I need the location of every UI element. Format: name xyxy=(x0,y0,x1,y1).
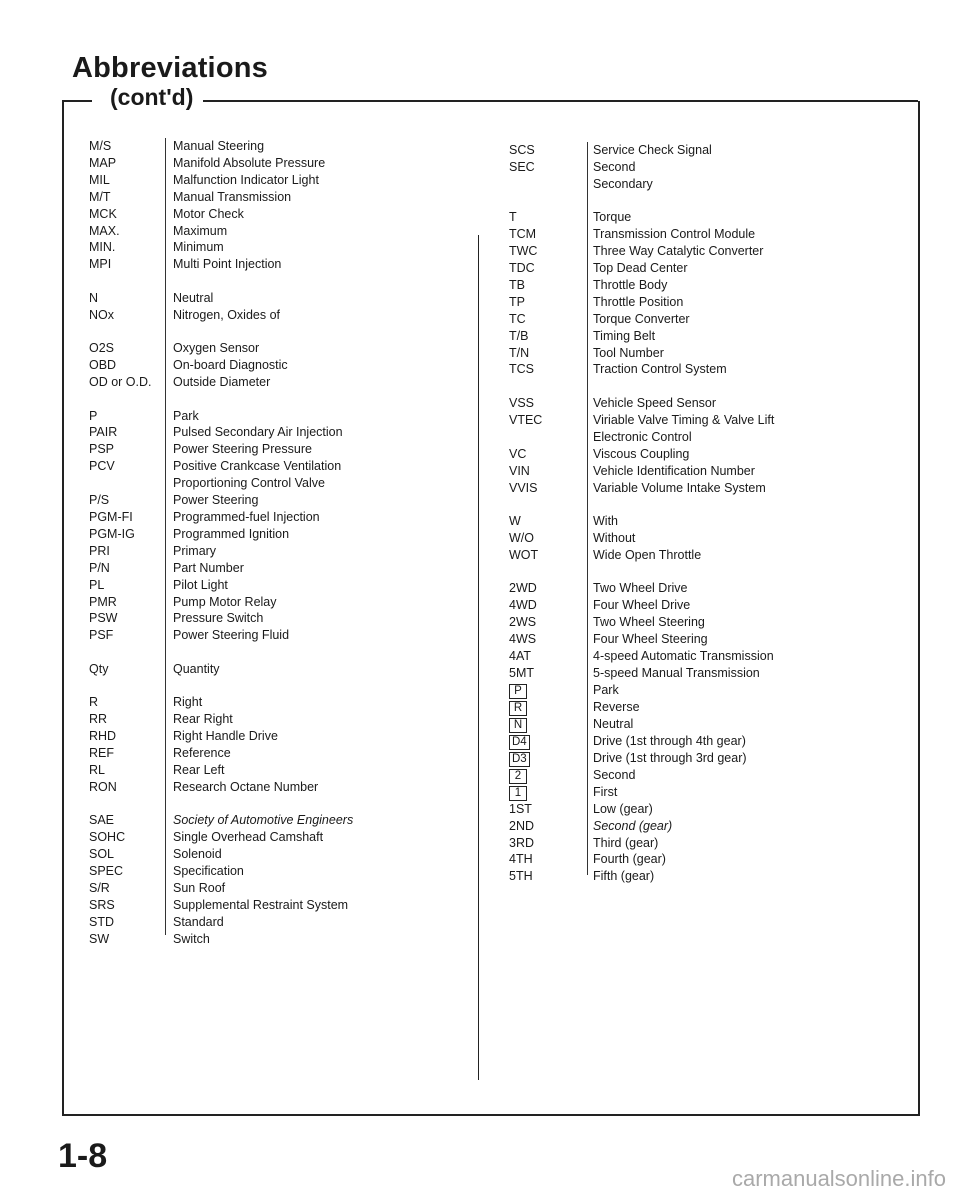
abbreviation-definition: Neutral xyxy=(593,716,634,731)
abbreviation-term: PGM-FI xyxy=(89,510,133,524)
abbreviation-row xyxy=(509,530,774,547)
abbreviation-row xyxy=(89,812,353,829)
abbreviation-term: PRI xyxy=(89,543,110,558)
abbreviation-row xyxy=(89,424,353,441)
abbreviation-row xyxy=(509,142,774,159)
abbreviation-row xyxy=(89,441,353,458)
abbreviation-term xyxy=(509,699,593,716)
abbreviation-term: RON xyxy=(89,779,117,794)
abbreviation-definition: Power Steering Pressure xyxy=(173,442,312,457)
abbreviation-term: M/S xyxy=(89,139,112,153)
abbreviation-definition: Throttle Body xyxy=(593,277,668,292)
abbreviation-term: OBD xyxy=(89,358,117,373)
abbreviation-term: SW xyxy=(89,931,110,946)
abbreviation-definition: Variable Volume Intake System xyxy=(593,480,766,495)
abbreviation-list-left xyxy=(89,138,353,948)
abbreviation-row xyxy=(509,547,774,564)
abbreviation-term xyxy=(509,716,593,733)
abbreviation-definition: 5-speed Manual Transmission xyxy=(593,665,760,680)
abbreviation-row xyxy=(509,682,774,699)
abbreviation-row xyxy=(89,509,353,526)
abbreviation-term: SRS xyxy=(89,897,115,912)
abbreviation-row xyxy=(89,779,353,796)
abbreviation-row xyxy=(89,594,353,611)
abbreviation-row xyxy=(509,767,774,784)
row-spacer xyxy=(509,193,774,210)
abbreviation-row xyxy=(509,784,774,801)
abbreviation-definition: Maximum xyxy=(173,223,228,238)
abbreviation-row xyxy=(509,412,774,429)
abbreviation-row xyxy=(89,256,353,273)
gear-position-box: R xyxy=(509,701,527,716)
abbreviation-definition: Standard xyxy=(173,914,224,929)
abbreviation-definition: With xyxy=(593,514,618,528)
abbreviation-row xyxy=(89,492,353,509)
abbreviation-term: TCS xyxy=(509,362,534,377)
abbreviation-row xyxy=(89,408,353,425)
abbreviation-term: SOL xyxy=(89,847,115,862)
abbreviation-term: PSP xyxy=(89,442,115,457)
abbreviation-row xyxy=(89,560,353,577)
abbreviation-row xyxy=(89,610,353,627)
abbreviation-row xyxy=(89,458,353,475)
abbreviation-definition: Viriable Valve Timing & Valve Lift xyxy=(593,412,775,427)
abbreviation-term: SOHC xyxy=(89,830,126,845)
abbreviation-term: N xyxy=(89,290,99,305)
abbreviation-row xyxy=(509,361,774,378)
abbreviation-row xyxy=(509,226,774,243)
abbreviation-term xyxy=(509,176,593,193)
abbreviation-term: PL xyxy=(89,577,105,592)
gear-position-box: 1 xyxy=(509,786,527,801)
gear-position-box: 2 xyxy=(509,769,527,784)
abbreviation-definition: Drive (1st through 3rd gear) xyxy=(593,750,747,765)
abbreviation-row xyxy=(509,835,774,852)
abbreviation-definition: Vehicle Identification Number xyxy=(593,463,755,478)
abbreviation-row xyxy=(509,513,774,530)
row-spacer xyxy=(509,564,774,581)
abbreviation-term: TC xyxy=(509,311,526,326)
abbreviation-definition: Torque xyxy=(593,210,632,225)
abbreviation-definition: Low (gear) xyxy=(593,801,653,816)
abbreviation-row xyxy=(509,176,774,193)
abbreviation-definition: Two Wheel Drive xyxy=(593,581,688,596)
abbreviation-term: O2S xyxy=(89,341,115,356)
abbreviation-definition: Manifold Absolute Pressure xyxy=(173,155,326,170)
gear-position-box: P xyxy=(509,684,527,699)
abbreviation-term xyxy=(89,475,173,492)
abbreviation-term: S/R xyxy=(89,881,110,895)
abbreviation-row xyxy=(89,627,353,644)
abbreviation-term: WOT xyxy=(509,547,539,562)
abbreviation-definition: Pulsed Secondary Air Injection xyxy=(173,425,343,440)
abbreviation-definition: Right xyxy=(173,695,203,710)
abbreviation-term: RHD xyxy=(89,729,117,744)
abbreviation-row xyxy=(89,863,353,880)
abbreviation-term xyxy=(509,767,593,784)
abbreviation-definition: Reverse xyxy=(593,699,640,714)
abbreviation-row xyxy=(89,475,353,492)
abbreviation-term: 3RD xyxy=(509,835,535,850)
abbreviation-definition: Part Number xyxy=(173,560,244,575)
abbreviation-row xyxy=(509,699,774,716)
abbreviation-term: RR xyxy=(89,712,108,727)
abbreviation-definition: First xyxy=(593,784,618,799)
abbreviation-definition: Proportioning Control Valve xyxy=(173,476,325,491)
abbreviation-term: PGM-IG xyxy=(89,526,135,541)
abbreviation-definition: Sun Roof xyxy=(173,881,226,895)
abbreviation-term: VC xyxy=(509,446,527,461)
abbreviation-term: SCS xyxy=(509,143,535,157)
abbreviation-row xyxy=(509,209,774,226)
abbreviation-row xyxy=(89,577,353,594)
abbreviation-definition: Power Steering xyxy=(173,493,259,508)
abbreviation-term: PCV xyxy=(89,459,115,474)
abbreviation-row xyxy=(89,374,353,391)
abbreviation-definition: Four Wheel Drive xyxy=(593,598,691,613)
abbreviation-row xyxy=(509,750,774,767)
abbreviation-definition: Motor Check xyxy=(173,206,244,221)
abbreviation-term: TCM xyxy=(509,227,537,242)
abbreviation-term: 1ST xyxy=(509,801,532,816)
abbreviation-row xyxy=(509,648,774,665)
abbreviation-row xyxy=(89,931,353,948)
abbreviation-definition: 4-speed Automatic Transmission xyxy=(593,648,774,663)
abbreviation-row xyxy=(89,694,353,711)
abbreviation-definition: Rear Left xyxy=(173,762,225,777)
abbreviation-definition: Outside Diameter xyxy=(173,375,271,390)
abbreviation-definition: Four Wheel Steering xyxy=(593,632,708,647)
abbreviation-definition: Third (gear) xyxy=(593,835,659,850)
abbreviation-definition: Service Check Signal xyxy=(593,143,712,157)
page-number: 1-8 xyxy=(58,1137,108,1175)
abbreviation-definition: Malfunction Indicator Light xyxy=(173,172,319,187)
abbreviation-definition: Reference xyxy=(173,746,231,761)
abbreviation-definition: Pressure Switch xyxy=(173,611,264,626)
abbreviation-row xyxy=(509,159,774,176)
abbreviation-definition: Society of Automotive Engineers xyxy=(173,813,354,828)
abbreviation-term: P xyxy=(89,408,98,423)
row-spacer xyxy=(89,678,353,695)
abbreviation-definition: Fourth (gear) xyxy=(593,852,666,867)
abbreviation-row xyxy=(509,480,774,497)
abbreviation-term: P/S xyxy=(89,493,110,508)
abbreviation-row xyxy=(509,429,774,446)
abbreviation-term: P/N xyxy=(89,560,110,575)
abbreviation-term: MIN. xyxy=(89,240,116,255)
abbreviation-definition: Solenoid xyxy=(173,847,222,862)
abbreviation-row xyxy=(509,328,774,345)
abbreviation-definition: Three Way Catalytic Converter xyxy=(593,244,764,259)
abbreviation-row xyxy=(89,189,353,206)
gear-position-box: D3 xyxy=(509,752,530,767)
abbreviation-term: R xyxy=(89,695,99,710)
abbreviation-definition: Research Octane Number xyxy=(173,779,319,794)
abbreviation-term: RL xyxy=(89,762,105,777)
abbreviation-row xyxy=(89,239,353,256)
abbreviation-row xyxy=(509,294,774,311)
abbreviation-term: NOx xyxy=(89,307,114,322)
abbreviation-row xyxy=(509,345,774,362)
abbreviation-row xyxy=(509,395,774,412)
row-spacer xyxy=(89,644,353,661)
abbreviation-term: T/B xyxy=(509,328,529,343)
abbreviation-definition: Transmission Control Module xyxy=(593,227,756,242)
abbreviation-row xyxy=(89,914,353,931)
abbreviation-term: MAX. xyxy=(89,223,120,238)
page-subtitle: (cont'd) xyxy=(100,84,203,111)
abbreviation-row xyxy=(509,614,774,631)
abbreviation-definition: Park xyxy=(593,682,619,697)
abbreviation-definition: Power Steering Fluid xyxy=(173,628,290,643)
abbreviation-definition: Manual Steering xyxy=(173,139,265,153)
abbreviation-row xyxy=(89,526,353,543)
abbreviation-definition: Traction Control System xyxy=(593,362,727,377)
abbreviation-definition: Second (gear) xyxy=(593,818,673,833)
abbreviation-term: PSW xyxy=(89,611,118,626)
abbreviation-term: TWC xyxy=(509,244,538,259)
abbreviation-definition: Secondary xyxy=(593,176,653,191)
abbreviation-definition: Primary xyxy=(173,543,217,558)
abbreviation-term: MAP xyxy=(89,155,117,170)
abbreviation-definition: Two Wheel Steering xyxy=(593,615,705,630)
abbreviation-term xyxy=(509,733,593,750)
abbreviation-term: TB xyxy=(509,277,525,292)
abbreviation-row xyxy=(89,762,353,779)
abbreviation-definition: Specification xyxy=(173,864,244,879)
abbreviation-row xyxy=(509,311,774,328)
abbreviation-term: T/N xyxy=(509,345,530,360)
abbreviation-term: VIN xyxy=(509,463,530,478)
abbreviation-row xyxy=(89,745,353,762)
row-spacer xyxy=(89,273,353,290)
abbreviation-term xyxy=(509,750,593,767)
abbreviation-row xyxy=(89,543,353,560)
abbreviation-row xyxy=(509,243,774,260)
abbreviation-term: 2WS xyxy=(509,615,537,630)
abbreviation-term: TDC xyxy=(509,261,535,276)
abbreviation-term: STD xyxy=(89,914,114,929)
abbreviation-definition: Right Handle Drive xyxy=(173,729,278,744)
abbreviation-row xyxy=(509,851,774,868)
abbreviation-row xyxy=(509,733,774,750)
abbreviation-definition: Positive Crankcase Ventilation xyxy=(173,459,342,474)
abbreviation-definition: Nitrogen, Oxides of xyxy=(173,307,280,322)
column-divider xyxy=(478,235,479,1080)
abbreviation-term: REF xyxy=(89,746,114,761)
abbreviation-row xyxy=(89,846,353,863)
abbreviation-term: PSF xyxy=(89,628,114,643)
abbreviation-term xyxy=(509,682,593,699)
abbreviation-definition: Tool Number xyxy=(593,345,664,360)
abbreviation-row xyxy=(89,138,353,155)
abbreviation-definition: Throttle Position xyxy=(593,294,684,309)
abbreviation-row xyxy=(89,711,353,728)
abbreviation-row xyxy=(509,463,774,480)
abbreviation-row xyxy=(89,206,353,223)
abbreviation-definition: Switch xyxy=(173,931,210,946)
abbreviation-term: 5TH xyxy=(509,869,533,884)
abbreviation-definition: Minimum xyxy=(173,240,224,255)
gear-position-box: N xyxy=(509,718,527,733)
abbreviation-term: 4WS xyxy=(509,632,537,647)
abbreviation-definition: Second xyxy=(593,767,636,782)
abbreviation-row xyxy=(89,155,353,172)
abbreviation-term: SAE xyxy=(89,813,115,828)
abbreviation-row xyxy=(89,340,353,357)
abbreviation-definition: Viscous Coupling xyxy=(593,446,690,461)
abbreviation-definition: On-board Diagnostic xyxy=(173,358,288,373)
abbreviation-row xyxy=(509,580,774,597)
abbreviation-definition: Without xyxy=(593,530,636,545)
abbreviation-term: 2WD xyxy=(509,581,537,596)
abbreviation-term: Qty xyxy=(89,661,109,676)
abbreviation-definition: Vehicle Speed Sensor xyxy=(593,395,717,410)
abbreviation-row xyxy=(89,290,353,307)
abbreviation-term: T xyxy=(509,210,517,225)
row-spacer xyxy=(509,496,774,513)
row-spacer xyxy=(89,324,353,341)
abbreviation-row xyxy=(509,818,774,835)
row-spacer xyxy=(509,378,774,395)
abbreviation-row xyxy=(509,260,774,277)
abbreviation-definition: Supplemental Restraint System xyxy=(173,897,349,912)
abbreviation-term: TP xyxy=(509,294,525,309)
abbreviation-term: PAIR xyxy=(89,425,118,440)
abbreviation-term: 4WD xyxy=(509,598,537,613)
abbreviation-definition: Manual Transmission xyxy=(173,189,292,204)
abbreviation-definition: Park xyxy=(173,408,199,423)
abbreviation-term xyxy=(509,784,593,801)
abbreviation-term: OD or O.D. xyxy=(89,375,152,390)
abbreviation-row xyxy=(89,172,353,189)
abbreviation-row xyxy=(509,716,774,733)
abbreviation-row xyxy=(89,829,353,846)
abbreviation-term: VTEC xyxy=(509,412,543,427)
watermark: carmanualsonline.info xyxy=(731,1166,946,1191)
abbreviation-term: SPEC xyxy=(89,864,124,879)
abbreviation-term: 5MT xyxy=(509,665,534,680)
abbreviation-term: 4TH xyxy=(509,852,533,867)
abbreviation-row xyxy=(89,661,353,678)
abbreviation-term: SEC xyxy=(509,159,535,174)
abbreviation-row xyxy=(89,357,353,374)
abbreviation-definition: Neutral xyxy=(173,290,214,305)
abbreviation-row xyxy=(89,307,353,324)
abbreviation-definition: Pilot Light xyxy=(173,577,228,592)
abbreviation-term: M/T xyxy=(89,189,111,204)
abbreviation-term: 4AT xyxy=(509,648,531,663)
abbreviation-definition: Single Overhead Camshaft xyxy=(173,830,324,845)
abbreviation-definition: Rear Right xyxy=(173,712,233,727)
abbreviation-row xyxy=(509,868,774,885)
abbreviation-row xyxy=(89,880,353,897)
abbreviation-row xyxy=(509,801,774,818)
abbreviation-term: MPI xyxy=(89,257,112,272)
abbreviation-term: MIL xyxy=(89,172,110,187)
abbreviation-definition: Drive (1st through 4th gear) xyxy=(593,733,746,748)
abbreviation-definition: Timing Belt xyxy=(593,328,656,343)
abbreviation-definition: Programmed Ignition xyxy=(173,526,290,541)
abbreviation-term: PMR xyxy=(89,594,117,609)
abbreviation-term: W xyxy=(509,514,521,528)
gear-position-box: D4 xyxy=(509,735,530,750)
abbreviation-definition: Multi Point Injection xyxy=(173,257,282,272)
abbreviation-definition: Electronic Control xyxy=(593,429,692,444)
abbreviation-row xyxy=(89,897,353,914)
row-spacer xyxy=(89,796,353,813)
abbreviation-definition: Torque Converter xyxy=(593,311,690,326)
abbreviation-row xyxy=(509,597,774,614)
abbreviation-term: VSS xyxy=(509,395,535,410)
row-spacer xyxy=(89,391,353,408)
abbreviation-term xyxy=(509,429,593,446)
abbreviation-row xyxy=(89,728,353,745)
abbreviation-definition: Wide Open Throttle xyxy=(593,547,702,562)
abbreviation-row xyxy=(509,446,774,463)
abbreviation-definition: Second xyxy=(593,159,636,174)
abbreviation-term: 2ND xyxy=(509,818,535,833)
abbreviation-term: W/O xyxy=(509,530,534,545)
abbreviation-definition: Oxygen Sensor xyxy=(173,341,260,356)
abbreviation-row xyxy=(509,631,774,648)
abbreviation-term: MCK xyxy=(89,206,117,221)
abbreviation-term: VVIS xyxy=(509,480,538,495)
abbreviation-definition: Top Dead Center xyxy=(593,261,688,276)
abbreviation-definition: Quantity xyxy=(173,661,220,676)
abbreviation-row xyxy=(509,277,774,294)
abbreviation-definition: Pump Motor Relay xyxy=(173,594,277,609)
page-title: Abbreviations xyxy=(72,52,268,84)
abbreviation-definition: Fifth (gear) xyxy=(593,869,655,884)
abbreviation-list-right xyxy=(509,142,774,885)
abbreviation-definition: Programmed-fuel Injection xyxy=(173,510,320,524)
abbreviation-row xyxy=(509,665,774,682)
abbreviation-row xyxy=(89,223,353,240)
